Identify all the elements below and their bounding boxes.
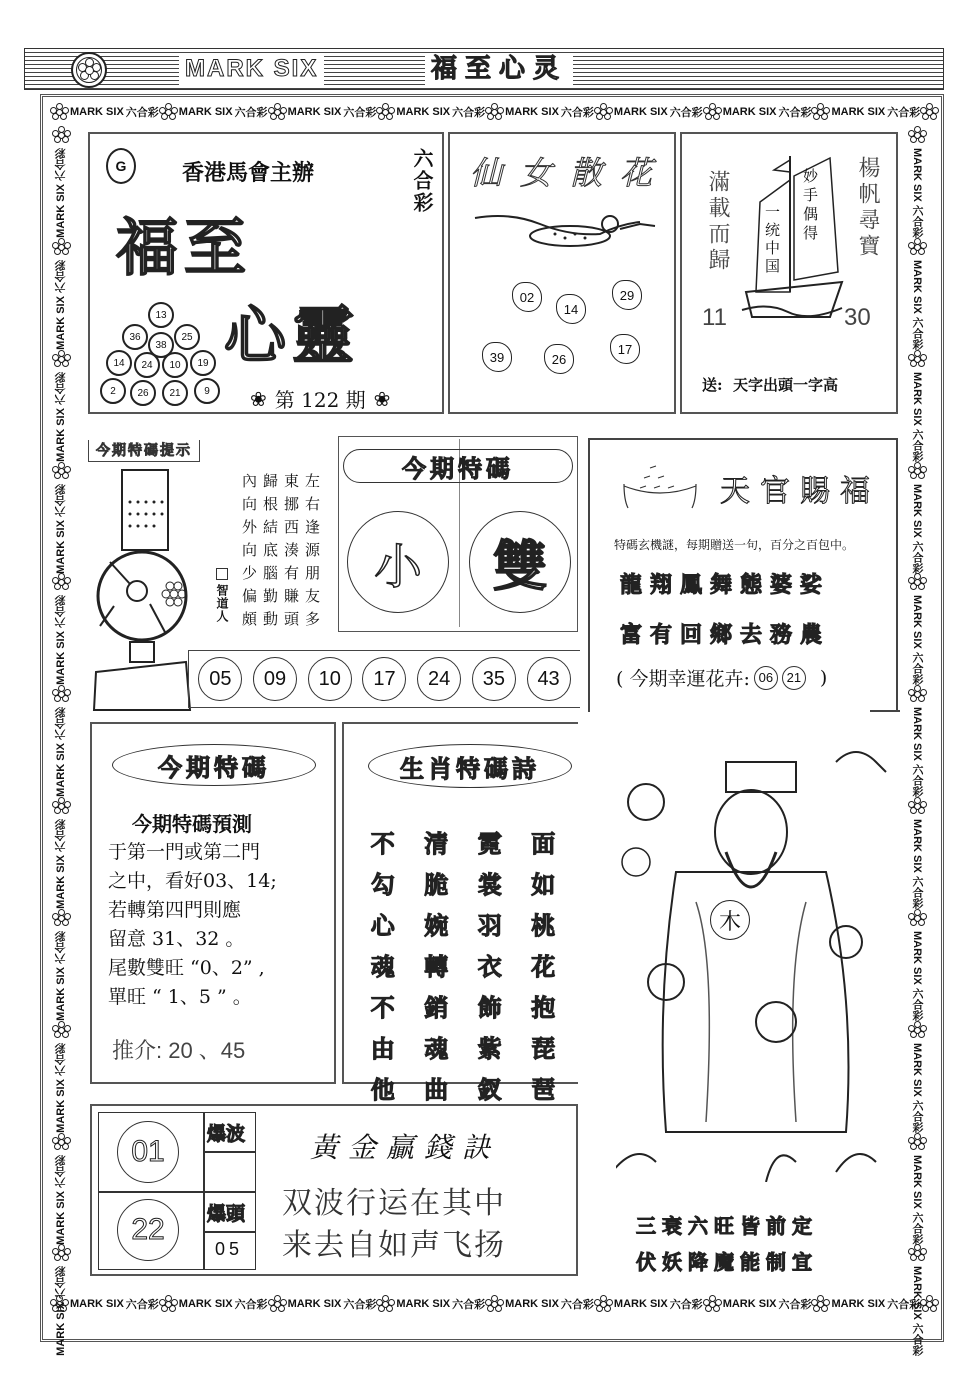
border-text-en: MARK SIX: [831, 1298, 886, 1310]
hint-row: [242, 608, 320, 631]
border-unit: [908, 573, 926, 685]
special-size-badge: 小: [347, 511, 449, 613]
border-text: MARK SIX 六合彩: [55, 595, 67, 686]
border-text-en: MARK SIX: [505, 1298, 559, 1310]
poem-char: 琶: [531, 1076, 556, 1104]
border-text-cn: 六合彩: [669, 1299, 703, 1311]
hint-char: 根: [263, 495, 279, 513]
border-unit: [52, 1244, 70, 1356]
border-unit: [908, 1244, 926, 1356]
lottery-ball: 19: [190, 350, 216, 376]
border-text-cn: 六合彩: [343, 107, 377, 119]
flower-icon: [811, 103, 829, 121]
border-unit: [52, 238, 70, 350]
flower-icon: [52, 462, 70, 480]
circled-number: 35: [472, 657, 516, 701]
lottery-ball: 24: [134, 352, 160, 378]
poem-char: 羽: [477, 912, 502, 940]
border-text: MARK SIX 六合彩: [55, 148, 67, 238]
border-text-cn: 六合彩: [125, 107, 159, 119]
blessing-panel: [588, 438, 898, 712]
border-unit: [268, 103, 377, 121]
poem-char: 霓: [477, 830, 502, 858]
circled-number: 10: [308, 657, 352, 701]
gold-number-1: 01: [117, 1121, 179, 1183]
prediction-lines: [108, 838, 277, 1012]
border-unit: [159, 1295, 268, 1313]
border-unit: [703, 103, 812, 121]
zodiac-poem-panel: [342, 722, 578, 1104]
checkbox-icon: [216, 568, 228, 580]
lottery-machine-illustration: [90, 466, 200, 716]
lottery-ball: 10: [162, 352, 188, 378]
border-text-cn: 六合彩: [452, 107, 486, 119]
hint-char: 腦: [263, 564, 279, 582]
lucky-close: ): [819, 666, 828, 689]
border-unit: [908, 350, 926, 462]
god-of-fortune-illustration: [616, 742, 896, 1182]
poem-char: 琵: [531, 1035, 556, 1063]
border-top: [46, 98, 942, 126]
poem-char: 紫: [477, 1035, 502, 1063]
flower-icon: [52, 238, 70, 256]
organizer-text: 香港馬會主辦: [182, 160, 315, 186]
border-text: MARK SIX 六合彩: [55, 1154, 67, 1245]
flower-icon: [908, 797, 926, 815]
poem-char: 脆: [424, 871, 449, 899]
border-unit: [52, 909, 70, 1021]
border-left: [48, 126, 74, 1357]
gold-number-2: 22: [117, 1199, 179, 1261]
ship-gift-line: 送: 天字出頭一字高: [702, 376, 838, 394]
border-text-cn: 六合彩: [778, 107, 812, 119]
hint-char: 偏: [242, 587, 258, 605]
border-unit: [52, 797, 70, 909]
border-text-cn: 六合彩: [234, 107, 268, 119]
border-unit: [485, 103, 594, 121]
flower-icon: [50, 103, 68, 121]
flower-icon: [908, 350, 926, 368]
divider: [870, 710, 900, 712]
gold-panel: [90, 1104, 578, 1276]
flower-icon: [485, 103, 503, 121]
border-right: [904, 126, 930, 1357]
flower-icon: [376, 103, 394, 121]
border-unit: [52, 573, 70, 685]
border-text: MARK SIX 六合彩: [55, 1266, 67, 1357]
border-text: MARK SIX 六合彩: [911, 371, 923, 462]
poem-char: 清: [424, 830, 449, 858]
issue-number-row: [250, 384, 390, 413]
gold-grid: [98, 1112, 256, 1270]
gold-value-2: 05: [215, 1239, 244, 1259]
border-text-en: MARK SIX: [287, 1298, 342, 1310]
flower-icon: [52, 350, 70, 368]
flower-icon: [908, 126, 926, 144]
flower-icon: [594, 1295, 612, 1313]
border-text-cn: 六合彩: [343, 1299, 377, 1311]
border-unit: [52, 126, 70, 238]
hint-char: 源: [305, 541, 321, 559]
border-unit: [908, 1133, 926, 1245]
hint-char: 向: [242, 541, 258, 559]
circled-number: 17: [362, 657, 406, 701]
border-text-cn: 六合彩: [778, 1299, 812, 1311]
border-unit: [811, 103, 920, 121]
border-unit: [908, 126, 926, 238]
gold-label-2: 爆頭: [207, 1203, 246, 1225]
number-row: [188, 650, 580, 708]
flower-icon: [376, 1295, 394, 1313]
border-text-cn: 六合彩: [234, 1299, 268, 1311]
flower-icon: ❀: [373, 386, 391, 411]
hint-char: 結: [263, 518, 279, 536]
poem-char: 釵: [477, 1076, 502, 1104]
circled-number: 24: [417, 657, 461, 701]
blessing-title: 天官賜福: [720, 474, 880, 509]
flower-icon: [52, 573, 70, 591]
border-text-cn: 六合彩: [669, 107, 703, 119]
gold-label-1: 爆波: [207, 1123, 246, 1145]
hint-row: [242, 493, 320, 516]
flower-icon: [908, 238, 926, 256]
blessing-line-2: 富有回鄉去務農: [620, 622, 831, 648]
hint-char: 賺: [284, 587, 300, 605]
flower-number: 29: [612, 280, 642, 310]
poem-char: 心: [370, 912, 395, 940]
poem-char: 不: [370, 994, 395, 1022]
border-text: MARK SIX 六合彩: [55, 371, 67, 462]
poem-char: 曲: [424, 1076, 449, 1104]
lucky-number: 06: [754, 666, 778, 690]
hint-char: 動: [263, 610, 279, 628]
flower-icon: [908, 909, 926, 927]
border-text: MARK SIX 六合彩: [55, 1042, 67, 1133]
god-line-1: 三衰六旺皆前定: [636, 1214, 818, 1238]
zodiac-poem-grid: [356, 824, 570, 1105]
ship-left-vertical: 滿載而歸: [705, 170, 730, 274]
border-unit: [50, 103, 159, 121]
hint-char: 內: [242, 472, 258, 490]
border-text-cn: 六合彩: [125, 1299, 159, 1311]
border-unit: [908, 909, 926, 1021]
issue-label: 第 122 期: [274, 388, 366, 412]
ship-number-right: 30: [844, 304, 871, 331]
flower-number: 14: [556, 294, 586, 324]
flower-icon: [52, 1133, 70, 1151]
gold-line-2: 来去自如声飞扬: [282, 1228, 506, 1263]
border-text-cn: 六合彩: [887, 1299, 921, 1311]
blessing-line-1: 龍翔鳳舞態婆娑: [620, 572, 831, 598]
hint-row: [242, 470, 320, 493]
machine-hint-label: 智道人: [215, 584, 229, 623]
hint-row: [242, 585, 320, 608]
border-text: MARK SIX 六合彩: [911, 819, 923, 909]
border-unit: [594, 103, 703, 121]
hint-row: [242, 562, 320, 585]
prediction-line: 若轉第四門則應: [108, 899, 242, 921]
blessing-bowl-icon: [620, 460, 700, 510]
poem-char: 轉: [424, 953, 449, 981]
circled-number: 43: [527, 657, 571, 701]
flower-icon: [703, 1295, 721, 1313]
poem-char: 婉: [424, 912, 449, 940]
poem-char: 他: [370, 1076, 395, 1104]
border-text: MARK SIX 六合彩: [911, 1154, 923, 1245]
special-code-title: 今期特碼: [343, 449, 573, 483]
prediction-line: 尾數雙旺 “0、2” ,: [108, 957, 265, 979]
big-title-bottom: 心靈: [224, 299, 361, 372]
border-text-en: MARK SIX: [831, 106, 886, 118]
border-text: MARK SIX 六合彩: [55, 259, 67, 350]
poem-char: 抱: [531, 994, 556, 1022]
border-unit: [52, 1021, 70, 1133]
border-text-en: MARK SIX: [722, 106, 777, 118]
border-text-cn: 六合彩: [452, 1299, 486, 1311]
lottery-ball: 14: [106, 350, 132, 376]
lucky-flower-row: [616, 664, 827, 691]
flower-icon: [52, 1244, 70, 1262]
border-text: MARK SIX 六合彩: [55, 483, 67, 574]
prediction-line: 留意 31、32 。: [108, 928, 245, 950]
border-text-en: MARK SIX: [70, 1298, 124, 1310]
sailing-ship-illustration: [738, 152, 848, 322]
border-text-en: MARK SIX: [613, 106, 668, 118]
border-unit: [159, 103, 268, 121]
god-line-2: 伏妖降魔能制宜: [636, 1250, 818, 1274]
flower-icon: [908, 1244, 926, 1262]
flower-icon: [908, 462, 926, 480]
hint-char: 朋: [305, 564, 321, 582]
gold-line-1: 双波行运在其中: [282, 1186, 506, 1221]
fairy-panel: [448, 132, 676, 414]
title-panel: [88, 132, 444, 414]
hint-char: 多: [305, 610, 321, 628]
hint-char: 少: [242, 564, 258, 582]
border-text-en: MARK SIX: [722, 1298, 777, 1310]
border-text-cn: 六合彩: [560, 107, 594, 119]
circled-number: 09: [253, 657, 297, 701]
poem-char: 飾: [477, 994, 502, 1022]
border-text: MARK SIX 六合彩: [911, 259, 923, 350]
lottery-ball: 36: [122, 324, 148, 350]
prediction-heading: 今期特碼預測: [132, 812, 252, 836]
machine-header: 今期特碼提示: [96, 443, 192, 459]
flower-icon: [908, 573, 926, 591]
blessing-intro: 特碼玄機謎，每期贈送一句，百分之百包中。: [614, 538, 855, 552]
flower-icon: [268, 1295, 286, 1313]
flower-icon: [268, 103, 286, 121]
border-unit: [908, 462, 926, 574]
hkjc-logo-icon: G: [106, 148, 136, 184]
border-text: MARK SIX 六合彩: [911, 930, 923, 1021]
flower-icon: [594, 103, 612, 121]
border-text-en: MARK SIX: [505, 106, 559, 118]
lottery-ball: 25: [174, 324, 200, 350]
big-title-top: 福至: [116, 211, 253, 284]
border-text-en: MARK SIX: [178, 106, 233, 118]
lottery-ball: 9: [194, 378, 220, 404]
border-text-en: MARK SIX: [70, 106, 124, 118]
hint-char: 勤: [263, 587, 279, 605]
hint-row: [242, 539, 320, 562]
circled-number: 05: [198, 657, 242, 701]
border-unit: [376, 1295, 485, 1313]
ship-panel: [680, 132, 898, 414]
flower-number: 39: [482, 342, 512, 372]
poem-char: 桃: [531, 912, 556, 940]
border-unit: [811, 1295, 920, 1313]
poem-char: 不: [370, 830, 395, 858]
border-text-cn: 六合彩: [887, 107, 921, 119]
border-unit: [52, 685, 70, 797]
poem-char: 由: [370, 1035, 395, 1063]
hint-char: 歸: [263, 472, 279, 490]
flower-icon: [485, 1295, 503, 1313]
hint-char: 友: [305, 587, 321, 605]
element-badge: 木: [710, 900, 750, 940]
border-unit: [52, 350, 70, 462]
poem-char: 魂: [370, 953, 395, 981]
border-text: MARK SIX 六合彩: [55, 930, 67, 1021]
border-text: MARK SIX 六合彩: [911, 595, 923, 686]
border-text-en: MARK SIX: [613, 1298, 668, 1310]
ship-number-left: 11: [702, 304, 727, 331]
hint-char: 西: [284, 518, 300, 536]
flower-icon: [920, 103, 938, 121]
flower-number: 26: [544, 344, 574, 374]
hint-char: 湊: [284, 541, 300, 559]
lucky-label: ( 今期幸運花卉:: [616, 668, 750, 690]
poem-char: 魂: [424, 1035, 449, 1063]
hint-char: 逢: [305, 518, 321, 536]
border-text: MARK SIX 六合彩: [911, 148, 923, 238]
lucky-number: 21: [782, 666, 806, 690]
lottery-name: 六合彩: [410, 148, 434, 214]
border-unit: [376, 103, 485, 121]
flower-number: 02: [512, 282, 542, 312]
lottery-ball: 21: [162, 380, 188, 406]
border-unit: [485, 1295, 594, 1313]
hint-char: 東: [284, 472, 300, 490]
flower-icon: [52, 1021, 70, 1039]
flower-number: 17: [610, 334, 640, 364]
hint-char: 向: [242, 495, 258, 513]
border-unit: [908, 238, 926, 350]
hint-char: 頗: [242, 610, 258, 628]
border-unit: [703, 1295, 812, 1313]
flower-icon: [703, 103, 721, 121]
border-unit: [268, 1295, 377, 1313]
border-text: MARK SIX 六合彩: [55, 819, 67, 909]
lottery-ball: 13: [148, 302, 174, 328]
flower-icon: [52, 797, 70, 815]
flower-icon: [908, 685, 926, 703]
flower-icon: [52, 126, 70, 144]
prediction-line: 之中，看好03、14;: [108, 870, 277, 892]
prediction-line: 于第一門或第二門: [108, 841, 261, 863]
lottery-ball: 38: [148, 332, 174, 358]
banner-title-cn: 福至心灵: [425, 53, 573, 85]
machine-hint-grid: [242, 470, 320, 631]
special-parity-badge: 雙: [469, 511, 571, 613]
prediction-panel: [90, 722, 336, 1084]
flower-icon: [908, 1133, 926, 1151]
poem-char: 衣: [477, 953, 502, 981]
gold-title: 黃金贏錢訣: [310, 1131, 501, 1164]
hint-char: 外: [242, 518, 258, 536]
hint-char: 頭: [284, 610, 300, 628]
mark-six-logo-icon: [71, 52, 107, 88]
border-text-en: MARK SIX: [396, 1298, 451, 1310]
hint-row: [242, 516, 320, 539]
flying-fairy-illustration: [470, 204, 660, 264]
border-text-en: MARK SIX: [396, 106, 451, 118]
sail-left-text: 一统中国: [763, 204, 781, 276]
flower-icon: [908, 1021, 926, 1039]
border-text-en: MARK SIX: [178, 1298, 233, 1310]
zodiac-poem-title: 生肖特碼詩: [368, 744, 572, 788]
poem-char: 如: [531, 871, 556, 899]
border-text: MARK SIX 六合彩: [911, 483, 923, 574]
border-text: MARK SIX 六合彩: [55, 707, 67, 798]
border-unit: [52, 462, 70, 574]
hint-char: 右: [305, 495, 321, 513]
flower-icon: [811, 1295, 829, 1313]
border-text-cn: 六合彩: [560, 1299, 594, 1311]
border-unit: [908, 1021, 926, 1133]
ship-right-vertical: 楊帆尋寶: [855, 156, 880, 260]
hint-char: 挪: [284, 495, 300, 513]
hint-char: 有: [284, 564, 300, 582]
poem-char: 勾: [370, 871, 395, 899]
poem-char: 面: [531, 830, 556, 858]
lottery-ball: 26: [130, 380, 156, 406]
border-unit: [594, 1295, 703, 1313]
border-unit: [52, 1133, 70, 1245]
flower-icon: [159, 103, 177, 121]
lottery-balls-illustration: [100, 302, 226, 402]
sail-right-text: 妙手偶得: [801, 168, 819, 244]
banner-title-en: MARK SIX: [179, 53, 324, 85]
border-unit: [908, 685, 926, 797]
prediction-recommend: 推介: 20 、45: [112, 1038, 246, 1063]
border-text-en: MARK SIX: [287, 106, 342, 118]
border-text: MARK SIX 六合彩: [911, 707, 923, 798]
flower-icon: [159, 1295, 177, 1313]
prediction-line: 單旺 “ 1、5 ” 。: [108, 986, 252, 1008]
hint-char: 左: [305, 472, 321, 490]
border-bottom: [46, 1290, 942, 1318]
fairy-title: 仙女散花: [470, 154, 671, 192]
poem-char: 銷: [424, 994, 449, 1022]
header-banner: [24, 48, 944, 90]
poem-char: 裳: [477, 871, 502, 899]
border-text: MARK SIX 六合彩: [911, 1042, 923, 1133]
flower-icon: [52, 909, 70, 927]
flower-icon: ❀: [250, 386, 267, 411]
flower-icon: [52, 685, 70, 703]
poem-char: 花: [531, 953, 556, 981]
prediction-title: 今期特碼: [112, 744, 316, 786]
border-text: MARK SIX 六合彩: [911, 1266, 923, 1357]
lottery-ball: 2: [100, 378, 126, 404]
hint-char: 底: [263, 541, 279, 559]
border-unit: [908, 797, 926, 909]
special-code-panel: [338, 436, 578, 632]
